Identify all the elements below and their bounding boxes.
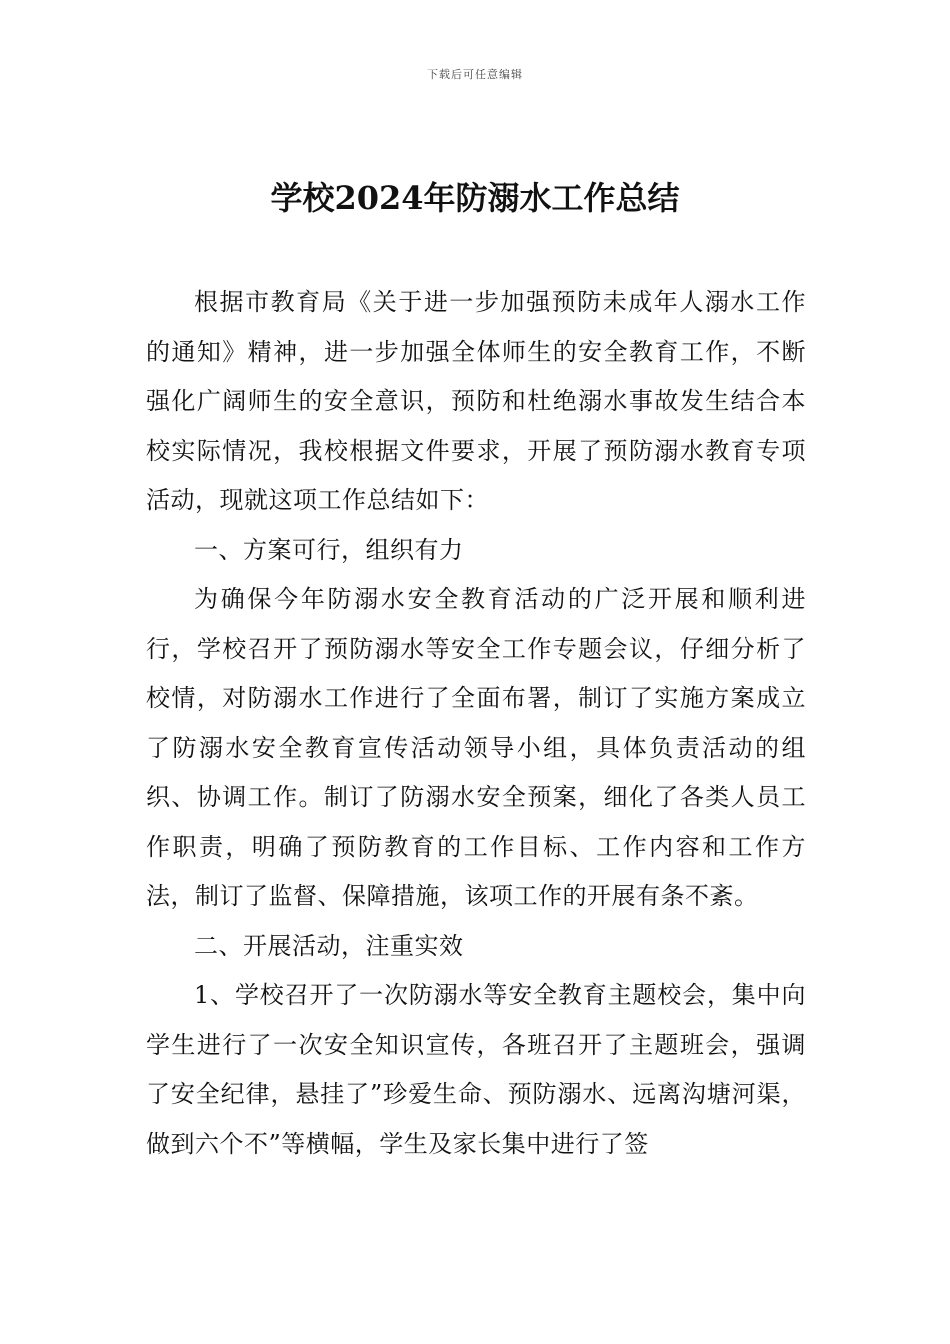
section-heading-1: 一、方案可行，组织有力 [194, 535, 464, 564]
section-2-item-1-paragraph: 1、学校召开了一次防溺水等安全教育主题校会，集中向学生进行了一次安全知识宣传，各班召开了主题班会，强调了安全纪律，悬挂了”珍爱生命、预防溺水、远离沟塘河渠，做到六个不”等横幅，学生及家长集中进行了签 [146, 981, 806, 1158]
section-1-paragraph: 为确保今年防溺水安全教育活动的广泛开展和顺利进行，学校召开了预防溺水等安全工作专题会议，仔细分析了校情，对防溺水工作进行了全面布署，制订了实施方案成立了防溺水安全教育宣传活动领导小组，具体负责活动的组织、协调工作。制订了防溺水安全预案，细化了各类人员工作职责，明确了预防教育的工作目标、工作内容和工作方法，制订了监督、保障措施，该项工作的开展有条不紊。 [146, 585, 806, 910]
document-title: 学校2024年防溺水工作总结 [270, 179, 680, 217]
intro-paragraph: 根据市教育局《关于进一步加强预防未成年人溺水工作的通知》精神，进一步加强全体师生的安全教育工作，不断强化广阔师生的安全意识，预防和杜绝溺水事故发生结合本校实际情况，我校根据文件要求，开展了预防溺水教育专项活动，现就这项工作总结如下： [146, 288, 806, 514]
document-body [146, 278, 806, 1169]
header-note: 下载后可任意编辑 [427, 68, 523, 81]
section-heading-2: 二、开展活动，注重实效 [194, 931, 464, 960]
